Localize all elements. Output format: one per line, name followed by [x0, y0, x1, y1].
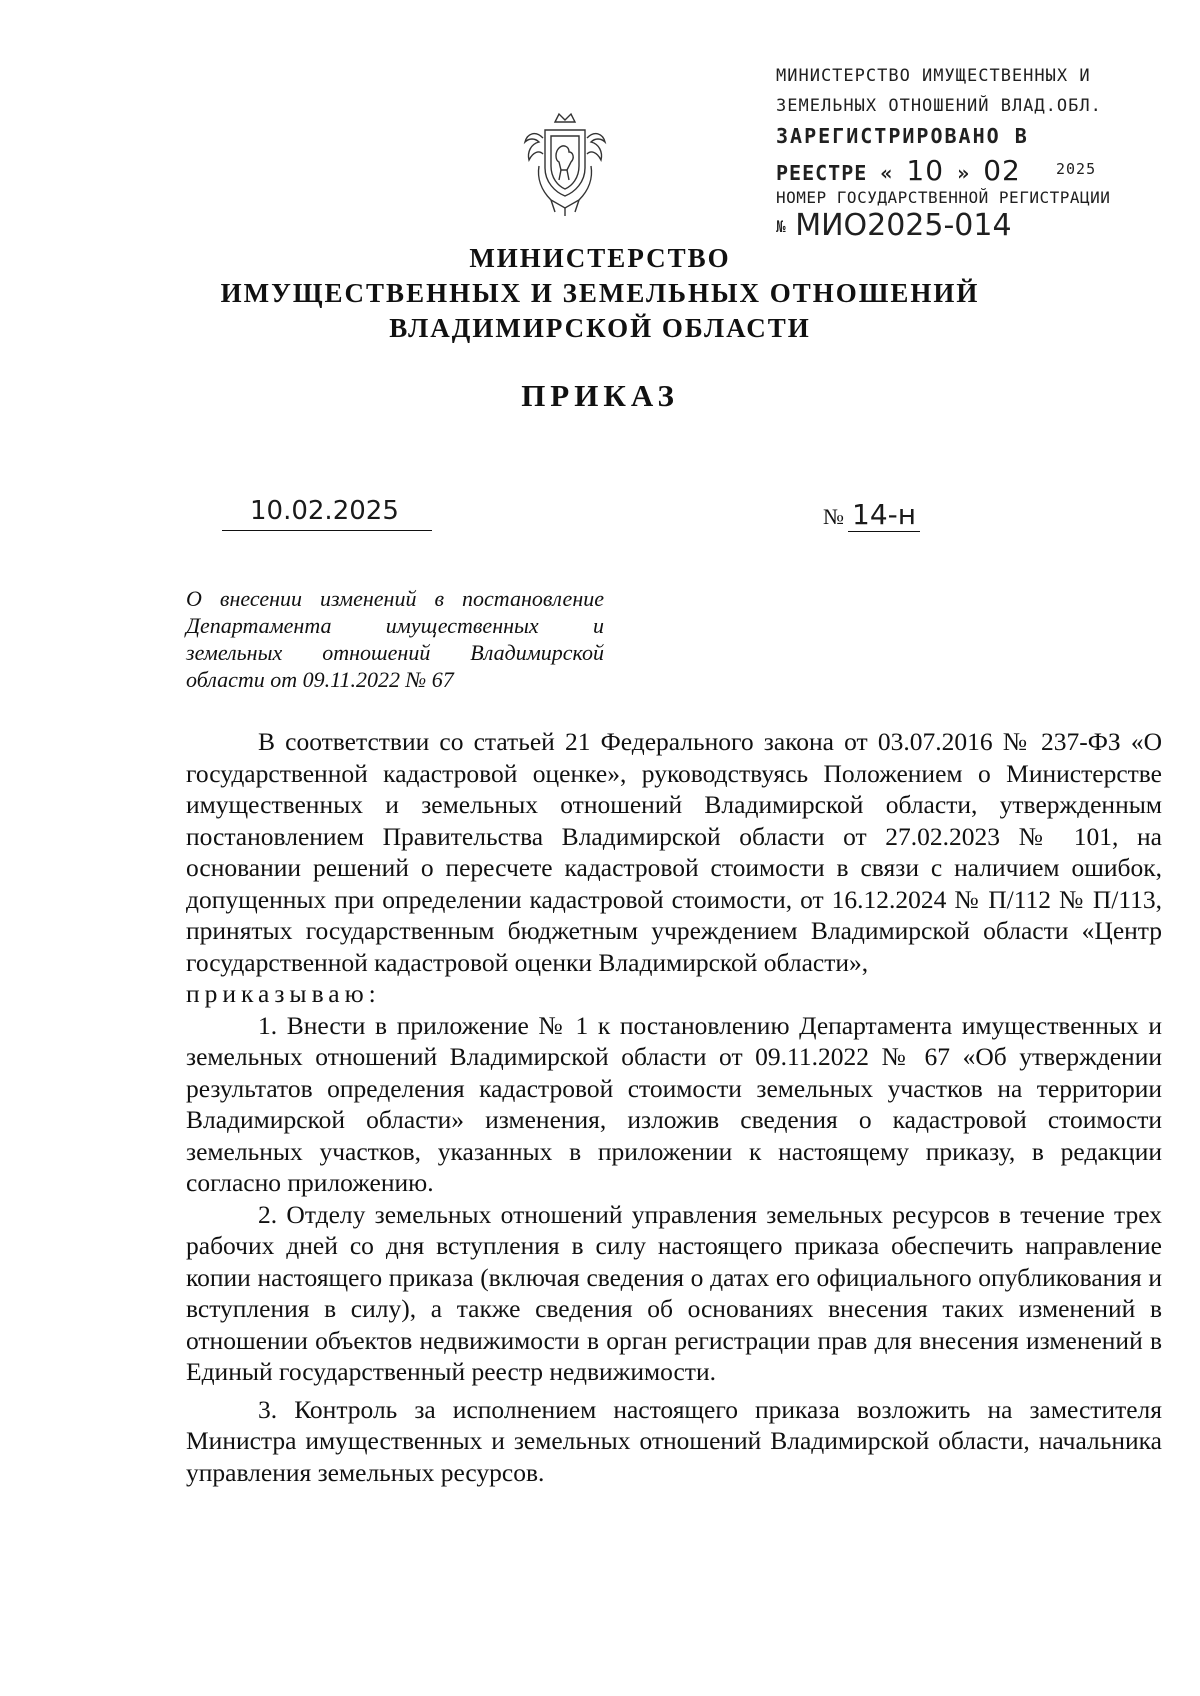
order-date: 10.02.2025 [250, 496, 399, 526]
order-number-block [823, 498, 920, 532]
ministry-title-line-3: ВЛАДИМИРСКОЙ ОБЛАСТИ [389, 313, 811, 343]
stamp-registry-month: 02 [983, 154, 1021, 187]
ministry-title-line-1: МИНИСТЕРСТВО [469, 243, 731, 273]
stamp-registration-number [776, 208, 1012, 243]
stamp-number-sign: № [776, 217, 786, 236]
stamp-line-3: ЗАРЕГИСТРИРОВАНО В [776, 124, 1029, 148]
stamp-line-2: ЗЕМЕЛЬНЫХ ОТНОШЕНИЙ ВЛАД.ОБЛ. [776, 96, 1102, 116]
stamp-line-1: МИНИСТЕРСТВО ИМУЩЕСТВЕННЫХ И [776, 66, 1091, 86]
order-body [186, 726, 1162, 1488]
preamble-paragraph: В соответствии со статьей 21 Федерального закона от 03.07.2016 № 237-ФЗ «О государственной кадастровой оценке», руководствуясь Положением о Министерстве имущественных и земельных отношений Владимирской области, утвержденным постановлением Правительства Владимирской области от 27.02.2023 № 101, на основании решений о пересчете кадастровой стоимости в связи с наличием ошибок, допущенных при определении кадастровой стоимости, от 16.12.2024 № П/112 № П/113, принятых государственным бюджетным учреждением Владимирской области «Центр государственной кадастровой оценки Владимирской области», [186, 727, 1162, 977]
stamp-line-5: НОМЕР ГОСУДАРСТВЕННОЙ РЕГИСТРАЦИИ [776, 188, 1111, 207]
order-number-label: № [823, 504, 844, 529]
order-number: 14-н [848, 498, 920, 532]
order-word: приказываю: [186, 979, 381, 1008]
stamp-registry-day: 10 [906, 154, 945, 187]
stamp-registry-year: 2025 [1056, 160, 1097, 178]
order-item-3: 3. Контроль за исполнением настоящего приказа возложить на заместителя Министра имущественных и земельных отношений Владимирской области, начальника управления земельных ресурсов. [186, 1394, 1162, 1487]
order-item-1: 1. Внести в приложение № 1 к постановлению Департамента имущественных и земельных отношений Владимирской области от 09.11.2022 № 67 «Об утверждении результатов определения кадастровой стоимости земельных участков на территории Владимирской области» изменения, изложив сведения о кадастровой стоимости земельных участков, указанных в приложении к настоящему приказу, в редакции согласно приложению. [186, 1010, 1162, 1197]
document-type-heading: ПРИКАЗ [521, 378, 679, 413]
registration-stamp [776, 60, 1111, 260]
order-item-2: 2. Отделу земельных отношений управления земельных ресурсов в течение трех рабочих дней со дня вступления в силу настоящего приказа обеспечить направление копии настоящего приказа (включая сведения о датах его официального опубликования и вступления в силу), а также сведения об основаниях внесения таких изменений в отношении объектов недвижимости в орган регистрации прав для внесения изменений в Единый государственный реестр недвижимости. [186, 1199, 1162, 1386]
stamp-number-value: МИО2025-014 [795, 208, 1012, 243]
stamp-registry-prefix: РЕЕСТРЕ « [776, 161, 894, 185]
stamp-registry-sep: » [957, 161, 971, 185]
stamp-registry-date [776, 154, 1097, 187]
order-subject: О внесении изменений в постановление Департамента имущественных и земельных отношений Владимирской области от 09.11.2022 № 67 [186, 586, 604, 692]
order-date-line [222, 496, 432, 531]
ministry-title-line-2: ИМУЩЕСТВЕННЫХ И ЗЕМЕЛЬНЫХ ОТНОШЕНИЙ [220, 278, 980, 308]
coat-of-arms-emblem [515, 108, 615, 218]
